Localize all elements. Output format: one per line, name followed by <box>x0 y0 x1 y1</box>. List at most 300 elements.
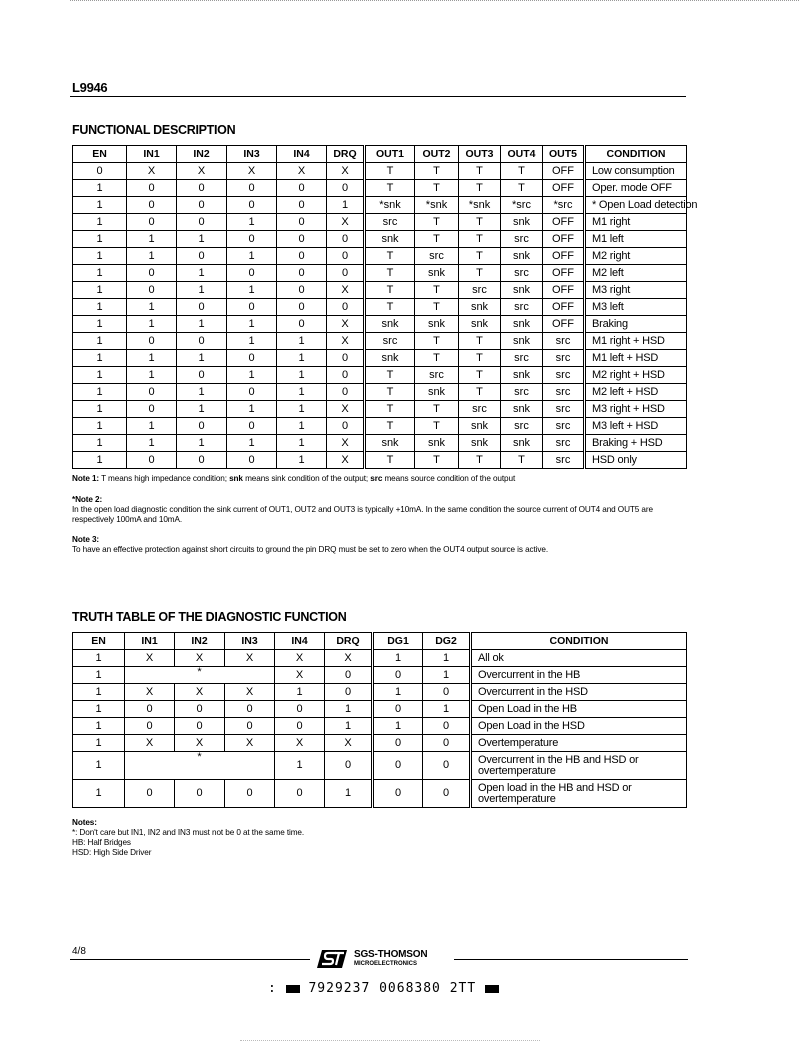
table-cell: 0 <box>127 214 177 231</box>
condition-cell: HSD only <box>585 452 687 469</box>
condition-cell: M2 right <box>585 248 687 265</box>
table-cell: X <box>225 735 275 752</box>
table-row <box>73 384 687 401</box>
footer-rule-left <box>70 959 310 960</box>
table-cell: T <box>365 384 415 401</box>
table-cell: OFF <box>543 231 585 248</box>
table-cell: 0 <box>277 265 327 282</box>
table-cell: T <box>459 384 501 401</box>
table-cell: X <box>327 401 365 418</box>
table-cell: 0 <box>277 316 327 333</box>
table-cell: T <box>459 231 501 248</box>
table-cell: 0 <box>277 214 327 231</box>
table-cell: T <box>459 452 501 469</box>
condition-cell: Open Load in the HB <box>471 701 687 718</box>
diagnostic-table-header <box>73 633 687 650</box>
condition-cell: M3 left <box>585 299 687 316</box>
diagnostic-truth-table <box>72 632 687 808</box>
table-cell: 0 <box>277 282 327 299</box>
table-cell: 0 <box>127 265 177 282</box>
table-cell: 0 <box>277 299 327 316</box>
condition-cell: Overcurrent in the HB <box>471 667 687 684</box>
table-cell: OFF <box>543 163 585 180</box>
table-cell: 1 <box>73 701 125 718</box>
note-1 <box>72 474 692 484</box>
table-cell: 1 <box>177 401 227 418</box>
table-cell: 0 <box>277 248 327 265</box>
table-cell: 0 <box>277 197 327 214</box>
table-cell: src <box>501 384 543 401</box>
table-cell: OFF <box>543 299 585 316</box>
table-cell: 1 <box>73 718 125 735</box>
table-cell: 1 <box>73 435 127 452</box>
condition-cell: M3 right <box>585 282 687 299</box>
note-1-text-a: T means high impedance condition; <box>99 474 230 483</box>
table-cell: 0 <box>327 180 365 197</box>
table-cell: T <box>365 265 415 282</box>
table-cell: 1 <box>73 401 127 418</box>
condition-cell: * Open Load detection <box>585 197 687 214</box>
table-cell: T <box>415 350 459 367</box>
table-cell: *snk <box>459 197 501 214</box>
table-cell: 0 <box>225 718 275 735</box>
barcode-number: 7929237 0068380 2TT <box>308 981 477 996</box>
top-rule <box>70 0 799 1</box>
table-cell: 1 <box>277 367 327 384</box>
table-cell: 1 <box>277 401 327 418</box>
table-row <box>73 231 687 248</box>
table-cell: OFF <box>543 214 585 231</box>
table-cell: 0 <box>423 718 471 735</box>
table-cell: 1 <box>177 384 227 401</box>
footer-rule-right <box>454 959 688 960</box>
table-cell: 0 <box>177 248 227 265</box>
document-code: L9946 <box>72 80 108 95</box>
table-cell: 0 <box>327 265 365 282</box>
table-cell: 0 <box>373 701 423 718</box>
table-cell: src <box>501 418 543 435</box>
table-cell: 1 <box>423 650 471 667</box>
table-cell: 1 <box>73 180 127 197</box>
table-cell: 0 <box>127 180 177 197</box>
table-cell: 0 <box>327 367 365 384</box>
table-cell: 1 <box>227 367 277 384</box>
table-cell: 0 <box>177 333 227 350</box>
page-number: 4/8 <box>72 946 86 957</box>
table-row <box>73 752 687 780</box>
table-cell: 1 <box>423 667 471 684</box>
table-cell: 1 <box>73 452 127 469</box>
table-cell: 1 <box>73 214 127 231</box>
table-row <box>73 180 687 197</box>
table-cell: T <box>415 418 459 435</box>
table-row <box>73 780 687 808</box>
table-cell: snk <box>501 316 543 333</box>
table-cell: *snk <box>415 197 459 214</box>
table-cell: 1 <box>73 650 125 667</box>
table-cell: T <box>415 299 459 316</box>
table-cell: T <box>459 367 501 384</box>
table-cell: snk <box>501 214 543 231</box>
table-cell: 0 <box>227 265 277 282</box>
table-cell: X <box>327 452 365 469</box>
column-header-dg2: DG2 <box>423 633 471 650</box>
note-1-text-b: means sink condition of the output; <box>242 474 371 483</box>
table-row <box>73 435 687 452</box>
table-cell: src <box>415 367 459 384</box>
table-cell: T <box>415 163 459 180</box>
note-1-text-c: means source condition of the output <box>382 474 516 483</box>
table-cell: src <box>543 384 585 401</box>
table-cell: 0 <box>177 299 227 316</box>
table-cell: 1 <box>73 299 127 316</box>
table-cell: 1 <box>327 197 365 214</box>
table-row <box>73 735 687 752</box>
table-cell: T <box>415 231 459 248</box>
barcode-block-icon <box>286 985 300 993</box>
table-cell: T <box>365 180 415 197</box>
table-cell: snk <box>459 435 501 452</box>
table-cell: 1 <box>177 435 227 452</box>
condition-cell: M2 right + HSD <box>585 367 687 384</box>
table-cell: X <box>325 650 373 667</box>
note-1-snk: snk <box>229 474 243 483</box>
table-cell: 1 <box>73 316 127 333</box>
bottom-rule <box>240 1040 540 1041</box>
table-row <box>73 265 687 282</box>
table-cell: 0 <box>325 752 373 780</box>
table-cell: 0 <box>423 684 471 701</box>
table-cell: 1 <box>227 248 277 265</box>
column-header-condition: CONDITION <box>471 633 687 650</box>
table-cell: X <box>327 316 365 333</box>
column-header-in2: IN2 <box>175 633 225 650</box>
table-cell: 0 <box>175 718 225 735</box>
table-cell: 0 <box>125 780 175 808</box>
column-header-in3: IN3 <box>225 633 275 650</box>
table-cell: 1 <box>127 367 177 384</box>
table-cell: X <box>327 163 365 180</box>
table-cell: 1 <box>127 316 177 333</box>
table-row <box>73 701 687 718</box>
table-cell: snk <box>415 265 459 282</box>
table-cell: 1 <box>127 435 177 452</box>
condition-cell: M3 left + HSD <box>585 418 687 435</box>
table-cell: 0 <box>373 735 423 752</box>
condition-cell: Overtemperature <box>471 735 687 752</box>
table-row <box>73 333 687 350</box>
table-row <box>73 401 687 418</box>
table-cell: X <box>127 163 177 180</box>
table-cell: X <box>227 163 277 180</box>
column-header-condition: CONDITION <box>585 146 687 163</box>
table-cell: 1 <box>73 231 127 248</box>
table-cell: 0 <box>327 248 365 265</box>
table-cell: 0 <box>175 780 225 808</box>
condition-cell: Braking <box>585 316 687 333</box>
diagnostic-notes <box>72 818 692 858</box>
table-cell: snk <box>415 316 459 333</box>
table-cell: 0 <box>277 180 327 197</box>
table-cell: T <box>365 367 415 384</box>
note-1-src: src <box>370 474 383 483</box>
table-cell: 1 <box>73 282 127 299</box>
table-cell: T <box>365 401 415 418</box>
table-cell: X <box>175 650 225 667</box>
merged-cell: * <box>125 667 275 684</box>
table-cell: 1 <box>73 350 127 367</box>
note-1-label: Note 1: <box>72 474 100 483</box>
table-cell: 0 <box>327 384 365 401</box>
table-cell: src <box>501 265 543 282</box>
table-cell: 0 <box>127 333 177 350</box>
table-cell: OFF <box>543 248 585 265</box>
table-cell: 1 <box>373 684 423 701</box>
table-row <box>73 718 687 735</box>
table-cell: snk <box>415 435 459 452</box>
table-row <box>73 197 687 214</box>
condition-cell: M1 left <box>585 231 687 248</box>
column-header-in4: IN4 <box>275 633 325 650</box>
table-cell: 1 <box>373 650 423 667</box>
condition-cell: Overcurrent in the HSD <box>471 684 687 701</box>
condition-cell: Low consumption <box>585 163 687 180</box>
table-cell: X <box>277 163 327 180</box>
note-3-label: Note 3: <box>72 535 100 544</box>
table-cell: T <box>415 401 459 418</box>
table-cell: snk <box>365 350 415 367</box>
table-cell: snk <box>365 316 415 333</box>
table-cell: snk <box>365 435 415 452</box>
table-cell: X <box>275 650 325 667</box>
table-cell: snk <box>501 282 543 299</box>
table-cell: snk <box>501 333 543 350</box>
table-cell: OFF <box>543 180 585 197</box>
table-cell: 0 <box>175 701 225 718</box>
table-cell: 1 <box>227 401 277 418</box>
table-cell: T <box>365 282 415 299</box>
table-cell: T <box>415 180 459 197</box>
table-cell: 0 <box>227 418 277 435</box>
table-cell: 1 <box>277 452 327 469</box>
condition-cell: Open Load in the HSD <box>471 718 687 735</box>
table-cell: T <box>459 214 501 231</box>
table-cell: 1 <box>277 435 327 452</box>
table-cell: 0 <box>227 350 277 367</box>
table-cell: 0 <box>127 197 177 214</box>
condition-cell: Oper. mode OFF <box>585 180 687 197</box>
condition-cell: M3 right + HSD <box>585 401 687 418</box>
table-row <box>73 650 687 667</box>
table-cell: 0 <box>275 780 325 808</box>
header-rule <box>70 96 686 97</box>
table-cell: src <box>501 231 543 248</box>
table-cell: 0 <box>327 231 365 248</box>
table-cell: snk <box>459 316 501 333</box>
table-cell: X <box>327 214 365 231</box>
table-cell: 1 <box>277 333 327 350</box>
column-header-out1: OUT1 <box>365 146 415 163</box>
table-cell: 1 <box>227 214 277 231</box>
table-cell: snk <box>415 384 459 401</box>
table-row <box>73 684 687 701</box>
table-cell: 0 <box>325 667 373 684</box>
table-cell: 0 <box>373 752 423 780</box>
table-cell: 0 <box>327 418 365 435</box>
table-cell: 1 <box>227 316 277 333</box>
table-cell: X <box>175 684 225 701</box>
table-cell: 1 <box>325 701 373 718</box>
table-cell: src <box>543 401 585 418</box>
table-row <box>73 418 687 435</box>
table-cell: src <box>415 248 459 265</box>
table-cell: T <box>365 418 415 435</box>
table-cell: X <box>327 333 365 350</box>
condition-cell: M2 left + HSD <box>585 384 687 401</box>
condition-cell: M1 right + HSD <box>585 333 687 350</box>
condition-cell: M2 left <box>585 265 687 282</box>
table-cell: 1 <box>73 752 125 780</box>
table-cell: 0 <box>127 282 177 299</box>
table-cell: 1 <box>73 667 125 684</box>
diagnostic-truth-table-title: TRUTH TABLE OF THE DIAGNOSTIC FUNCTION <box>72 610 347 624</box>
barcode-block-icon <box>485 985 499 993</box>
table-cell: T <box>415 214 459 231</box>
table-cell: 1 <box>73 367 127 384</box>
table-cell: *snk <box>365 197 415 214</box>
table-cell: 1 <box>127 248 177 265</box>
company-subtitle: MICROELECTRONICS <box>354 961 417 967</box>
table-cell: src <box>365 333 415 350</box>
table-cell: 1 <box>277 418 327 435</box>
table-cell: 0 <box>227 299 277 316</box>
functional-description-title: FUNCTIONAL DESCRIPTION <box>72 123 236 137</box>
table-cell: 0 <box>423 780 471 808</box>
table-cell: 1 <box>277 384 327 401</box>
table-cell: X <box>125 684 175 701</box>
merged-cell: * <box>125 752 275 780</box>
table-cell: 1 <box>277 350 327 367</box>
table-cell: 0 <box>227 452 277 469</box>
column-header-en: EN <box>73 146 127 163</box>
table-cell: 0 <box>327 350 365 367</box>
table-cell: snk <box>365 231 415 248</box>
table-cell: snk <box>501 367 543 384</box>
diagnostic-note-line: HB: Half Bridges <box>72 838 131 847</box>
table-cell: 0 <box>177 418 227 435</box>
table-cell: snk <box>501 248 543 265</box>
table-cell: 0 <box>277 231 327 248</box>
column-header-out5: OUT5 <box>543 146 585 163</box>
table-cell: 0 <box>177 180 227 197</box>
table-cell: 0 <box>227 197 277 214</box>
table-cell: 1 <box>73 735 125 752</box>
table-cell: T <box>365 299 415 316</box>
table-cell: 1 <box>275 684 325 701</box>
table-cell: 0 <box>73 163 127 180</box>
condition-cell: Braking + HSD <box>585 435 687 452</box>
condition-cell: M1 left + HSD <box>585 350 687 367</box>
table-cell: *src <box>543 197 585 214</box>
column-header-drq: DRQ <box>325 633 373 650</box>
table-cell: X <box>275 667 325 684</box>
table-cell: 1 <box>73 418 127 435</box>
table-cell: 1 <box>73 265 127 282</box>
table-cell: *src <box>501 197 543 214</box>
table-cell: T <box>459 163 501 180</box>
table-row <box>73 163 687 180</box>
table-row <box>73 248 687 265</box>
table-cell: src <box>543 333 585 350</box>
table-cell: 0 <box>227 231 277 248</box>
table-cell: T <box>415 452 459 469</box>
column-header-in2: IN2 <box>177 146 227 163</box>
note-2 <box>72 495 692 525</box>
table-cell: 0 <box>423 735 471 752</box>
table-cell: 0 <box>127 452 177 469</box>
table-cell: 0 <box>373 780 423 808</box>
table-cell: 0 <box>177 214 227 231</box>
table-cell: 0 <box>423 752 471 780</box>
st-logo-icon <box>316 948 348 970</box>
table-cell: 0 <box>225 780 275 808</box>
barcode-prefix: : <box>268 981 277 996</box>
table-cell: src <box>501 299 543 316</box>
table-cell: T <box>365 248 415 265</box>
table-row <box>73 282 687 299</box>
table-cell: src <box>365 214 415 231</box>
table-cell: src <box>459 401 501 418</box>
table-cell: 1 <box>127 418 177 435</box>
table-cell: T <box>501 452 543 469</box>
table-cell: 1 <box>177 231 227 248</box>
table-cell: T <box>459 350 501 367</box>
table-cell: 1 <box>423 701 471 718</box>
table-cell: 0 <box>177 197 227 214</box>
table-cell: 1 <box>127 299 177 316</box>
barcode-line <box>268 981 499 996</box>
table-cell: 1 <box>177 282 227 299</box>
column-header-dg1: DG1 <box>373 633 423 650</box>
table-cell: X <box>225 684 275 701</box>
table-cell: 1 <box>73 197 127 214</box>
table-cell: X <box>175 735 225 752</box>
condition-cell: All ok <box>471 650 687 667</box>
column-header-drq: DRQ <box>327 146 365 163</box>
table-cell: snk <box>501 435 543 452</box>
table-cell: 1 <box>177 350 227 367</box>
column-header-out4: OUT4 <box>501 146 543 163</box>
note-3 <box>72 535 692 555</box>
table-cell: src <box>543 350 585 367</box>
condition-cell: Open load in the HB and HSD or overtemperature <box>471 780 687 808</box>
table-cell: X <box>125 735 175 752</box>
table-cell: snk <box>459 299 501 316</box>
column-header-in3: IN3 <box>227 146 277 163</box>
table-cell: 0 <box>177 367 227 384</box>
table-cell: src <box>543 418 585 435</box>
table-cell: X <box>327 435 365 452</box>
note-2-label: *Note 2: <box>72 495 103 504</box>
table-cell: T <box>365 163 415 180</box>
table-cell: T <box>459 248 501 265</box>
table-row <box>73 452 687 469</box>
diagnostic-note-line: *: Don't care but IN1, IN2 and IN3 must not be 0 at the same time. <box>72 828 305 837</box>
table-cell: 0 <box>127 384 177 401</box>
table-cell: 0 <box>225 701 275 718</box>
table-cell: T <box>415 333 459 350</box>
table-cell: T <box>501 163 543 180</box>
